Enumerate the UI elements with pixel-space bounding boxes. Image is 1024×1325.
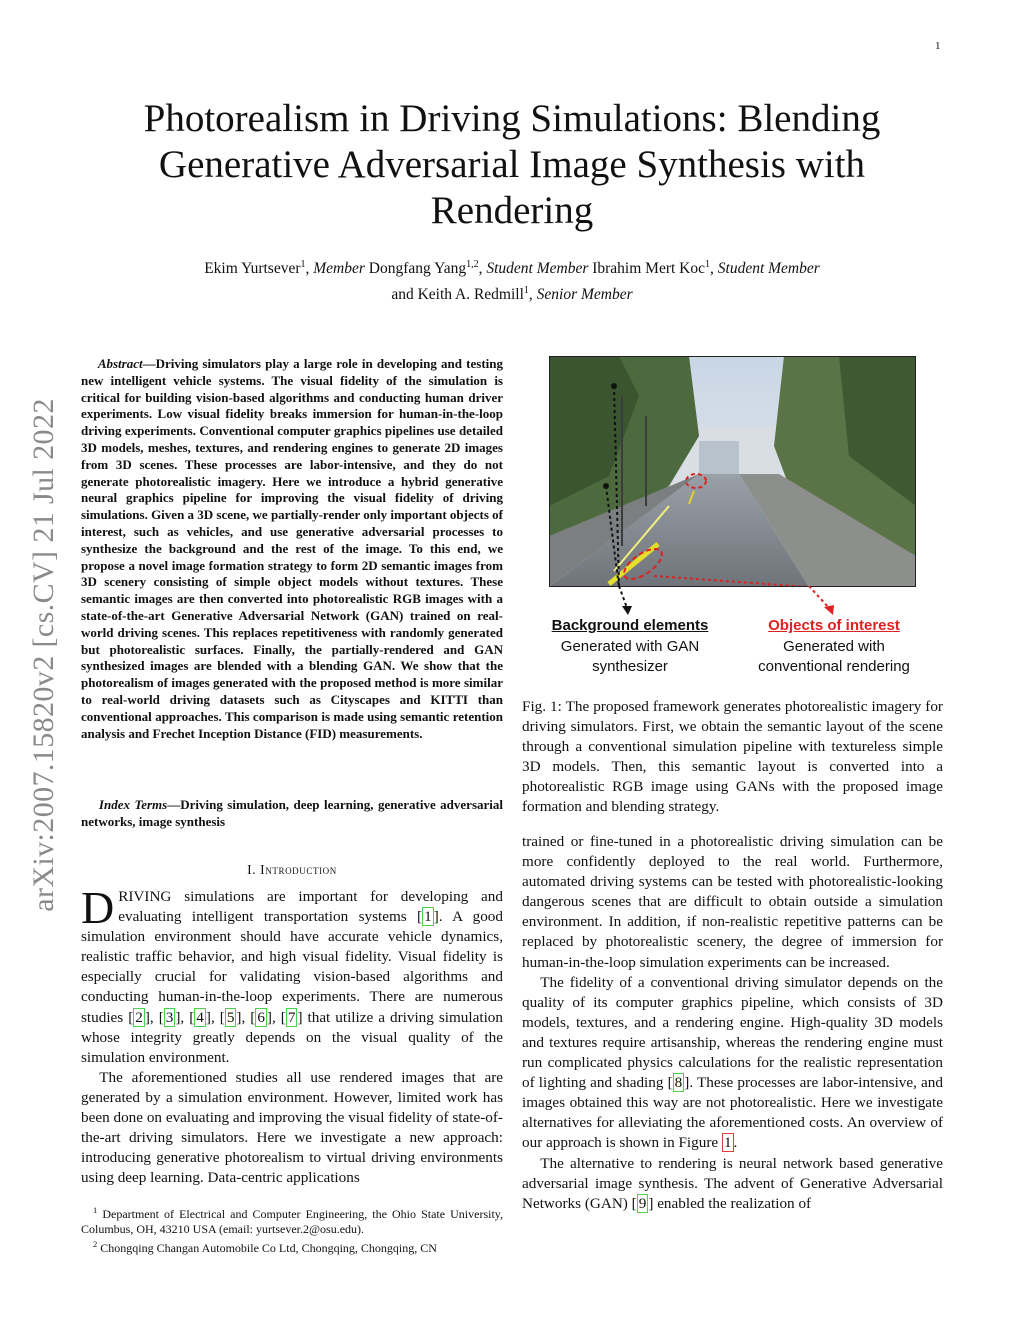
figure-arrows bbox=[549, 586, 916, 618]
author-name: Dongfang Yang bbox=[368, 260, 467, 278]
footnote: $^1$ Department of Electrical and Computer Engineering, the Ohio State University, Columbus, OH, 43210 USA (email: yurtsever.2@osu.edu). bbox=[81, 1205, 504, 1237]
citation-link[interactable]: 6 bbox=[257, 1008, 265, 1026]
background-label: Background elements Generated with GAN synthesizer bbox=[530, 616, 730, 678]
author-role: Senior Member bbox=[536, 286, 633, 304]
abstract-text: —Driving simulators play a large role in developing and testing new intelligent vehicle systems. The visual fidelity of the simulation is critical for building vision-based algorithms and conducting human driver experiments. Low visual fidelity breaks immersion for human-in-the-loop driving experiments. Conventional computer graphics pipelines use detailed 3D models, meshes, textures, and rendering engines to generate 2D images from 3D scenes. These processes are labor-intensive, and they do not generate photorealistic imagery. Here we introduce a hybrid generative neural graphics pipeline for improving the visual fidelity of driving simulations. Given a 3D scene, we partially-render only important objects of interest, such as vehicles, and use generative adversarial processes to synthesize the background and the rest of the image. To this end, we propose a novel image formation strategy to form 2D semantic images from 3D scenery consisting of simple object models without textures. These semantic images are then converted into photorealistic RGB images with a state-of-the-art Generative Adversarial Network (GAN) trained on real-world driving scenes. This replaces repetitiveness with randomly generated but photorealistic surfaces. Finally, the partially-rendered and GAN synthesized images are blended with a blending GAN. We show that the photorealism of images generated with the proposed method is more similar to real-world driving datasets such as Cityscapes and KITTI than conventional approaches. This comparison is made using semantic retention analysis and Frechet Inception Distance (FID) measurements. bbox=[81, 356, 504, 741]
citation-link[interactable]: 2 bbox=[135, 1008, 143, 1026]
footnotes bbox=[81, 1203, 503, 1257]
paragraph: The aforementioned studies all use rendered images that are generated by a simulation environment. However, limited work has been done on evaluating and improving the visual fidelity of state-of-the-art driving simulators. Here we investigate a new approach: introducing generative photorealism to virtual driving environments using deep learning. Data-centric applications bbox=[81, 1068, 503, 1187]
paragraph: trained or fine-tuned in a photorealistic driving simulation can be more confidently deployed to the real world. Furthermore, automated driving systems can be tested with photorealistic-looking dangerous scenes that are difficult to obtain outside a simulation environment. In addition, if non-realistic repetitive patterns can be replaced by photorealistic scenery, the degree of immersion for human-in-the-loop simulation experiments can be increased. bbox=[522, 833, 943, 971]
author-list: Ekim Yurtsever$^1$, Member Dongfang Yang$^{1,2}$, Student Member Ibrahim Mert Koc$^1$, Student Member and Keith A. Redmill$^1$, Senior Member bbox=[204, 259, 820, 304]
figure-caption: Fig. 1: The proposed framework generates photorealistic imagery for driving simulators. First, we obtain the semantic layout of the scene through a conventional simulation pipeline with textureless simple 3D models. Then, this semantic layout is converted into a photorealistic RGB image using GANs with the proposed image formation and blending strategy. bbox=[522, 698, 943, 816]
author-name: Ibrahim Mert Koc bbox=[592, 260, 706, 278]
citation-link[interactable]: 7 bbox=[287, 1008, 296, 1026]
index-terms-label: Index Terms bbox=[98, 797, 168, 812]
section-heading: I. Introduction bbox=[247, 862, 337, 877]
street-scene-image bbox=[549, 356, 916, 587]
citation-link[interactable]: 4 bbox=[196, 1008, 204, 1026]
abstract bbox=[81, 356, 503, 742]
paragraph: DRIVING simulations are important for developing and evaluating intelligent transportation systems [ 1 ]. A good simulation environment should have accurate vehicle dynamics, realistic traffic behavior, and high visual fidelity. Visual fidelity is especially crucial for validating vision-based algorithms and conducting human-in-the-loop experiments. There are numerous studies [ 2 ], [ 3 ], [ 4 ], [ 5 ], [ 6 ], [ 7 ] that utilize a driving simulation whose integrity greatly depends on the visual quality of the simulation environment. bbox=[81, 882, 503, 1066]
footnote: $^2$ Chongqing Changan Automobile Co Ltd, Chongqing, Chongqing, CN bbox=[93, 1239, 437, 1256]
title-line: Rendering bbox=[430, 189, 594, 232]
citation-link[interactable]: 9 bbox=[638, 1194, 647, 1212]
citation-link[interactable]: 1 bbox=[424, 908, 432, 926]
citation-link[interactable]: 3 bbox=[165, 1008, 174, 1026]
drop-cap: D bbox=[81, 882, 115, 933]
paragraph: The fidelity of a conventional driving simulator depends on the quality of its computer graphics pipeline, which consists of 3D models, textures, and a rendering engine. High-quality 3D models and textures require artisanship, whereas the rendering engine must run complicated physics calculations for the realistic representation of lighting and shading [ 8 ]. These processes are labor-intensive, and images obtained this way are not photorealistic. Here we investigate alternatives for alleviating the aforementioned costs. An overview of our approach is shown in Figure 1 . bbox=[522, 973, 943, 1152]
title-line: Generative Adversarial Image Synthesis with bbox=[158, 143, 866, 186]
title-line: Photorealism in Driving Simulations: Blending bbox=[143, 97, 881, 140]
intro-text bbox=[81, 882, 503, 1188]
author-name: and Keith A. Redmill bbox=[391, 286, 524, 304]
figure-street-photo bbox=[549, 356, 916, 587]
author-name: Ekim Yurtsever bbox=[204, 260, 301, 278]
author-role: Student Member bbox=[486, 260, 589, 278]
arxiv-id: arXiv:2007.15820v2 [cs.CV] 21 Jul 2022 bbox=[27, 398, 60, 912]
abstract-label: Abstract bbox=[97, 356, 143, 371]
objects-label: Objects of interest Generated with conventional rendering bbox=[734, 616, 934, 678]
paper-title bbox=[100, 96, 924, 234]
index-terms bbox=[81, 797, 503, 831]
index-terms-text: —Driving simulation, deep learning, generative adversarial networks, image synthesis bbox=[81, 797, 504, 829]
background-heading: Background elements bbox=[551, 617, 709, 634]
paragraph: The alternative to rendering is neural network based generative adversarial image synthesis. The advent of Generative Adversarial Networks (GAN) [ 9 ] enabled the realization of bbox=[522, 1154, 943, 1212]
page-number: 1 bbox=[935, 40, 941, 52]
objects-heading: Objects of interest bbox=[768, 617, 900, 634]
citation-link[interactable]: 8 bbox=[674, 1074, 683, 1092]
figure-ref-link[interactable]: 1 bbox=[723, 1134, 732, 1152]
author-role: Student Member bbox=[717, 260, 820, 278]
citation-link[interactable]: 5 bbox=[226, 1008, 235, 1026]
figure-labels bbox=[522, 616, 943, 686]
author-role: Member bbox=[313, 260, 365, 278]
right-column-text bbox=[522, 832, 943, 1214]
arxiv-watermark bbox=[22, 365, 66, 945]
